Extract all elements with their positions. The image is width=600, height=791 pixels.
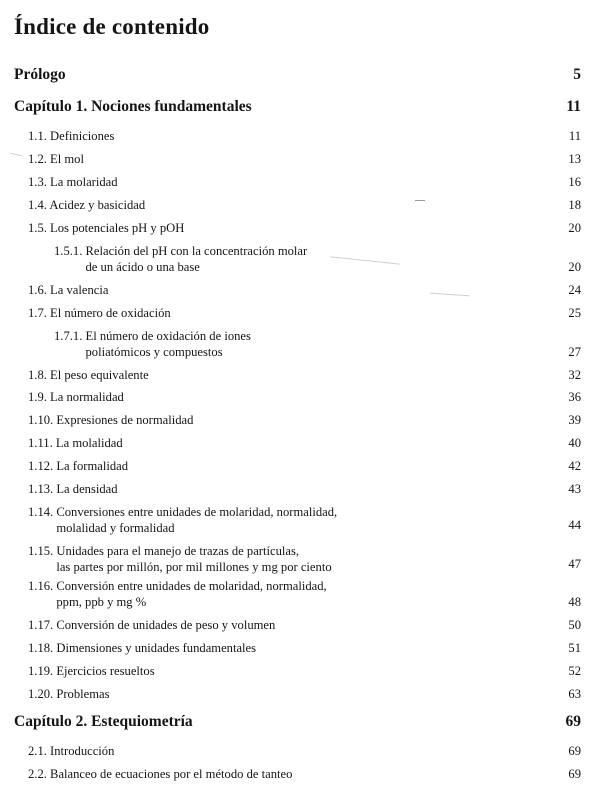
entry-page: 40 bbox=[568, 436, 581, 450]
entry-page: 51 bbox=[568, 641, 581, 655]
entry-label bbox=[28, 481, 118, 497]
entry-text-line: molalidad y formalidad bbox=[56, 521, 175, 535]
entry-label bbox=[28, 458, 128, 474]
chapter-page: 11 bbox=[566, 98, 581, 115]
entry-number: 1.2. bbox=[28, 152, 47, 166]
entry-number: 1.17. bbox=[28, 618, 54, 632]
entry-text-line: El número de oxidación de iones bbox=[85, 329, 251, 343]
entry-label bbox=[54, 328, 251, 360]
entry-number: 2.2. bbox=[28, 767, 47, 781]
entry-number: 1.16. bbox=[28, 579, 54, 593]
entry-label bbox=[28, 766, 292, 782]
entry-page: 18 bbox=[568, 198, 581, 212]
entry-text-line: Relación del pH con la concentración molar bbox=[85, 244, 308, 258]
entry-text: Ejercicios resueltos bbox=[56, 664, 155, 678]
entry-text: La valencia bbox=[50, 283, 109, 297]
entry-label bbox=[28, 640, 256, 656]
entry-label bbox=[28, 578, 327, 610]
entry-number: 1.13. bbox=[28, 482, 54, 496]
chapter-label: Prólogo bbox=[14, 66, 66, 83]
entry-label bbox=[28, 617, 275, 633]
entry-page: 69 bbox=[568, 767, 581, 781]
entry-text: El número de oxidación bbox=[50, 306, 171, 320]
entry-page: 43 bbox=[568, 482, 581, 496]
chapter-label: Capítulo 1. Nociones fundamentales bbox=[14, 98, 252, 115]
entry-number: 1.8. bbox=[28, 368, 47, 382]
entry-text-line: Conversiones entre unidades de molaridad, normalidad, bbox=[56, 505, 338, 519]
entry-text: Dimensiones y unidades fundamentales bbox=[56, 641, 257, 655]
entry-number: 1.20. bbox=[28, 687, 54, 701]
entry-label bbox=[28, 220, 184, 236]
entry-label bbox=[28, 504, 337, 536]
entry-number: 1.1. bbox=[28, 129, 47, 143]
entry-page: 63 bbox=[568, 687, 581, 701]
entry-text-line: de un ácido o una base bbox=[85, 260, 200, 274]
entry-label bbox=[28, 435, 123, 451]
entry-text: Definiciones bbox=[50, 129, 115, 143]
entry-text: Conversión de unidades de peso y volumen bbox=[56, 618, 276, 632]
entry-page: 44 bbox=[568, 518, 581, 532]
entry-page: 69 bbox=[568, 744, 581, 758]
scan-artifact bbox=[10, 153, 22, 156]
entry-page: 20 bbox=[568, 221, 581, 235]
entry-page: 25 bbox=[568, 306, 581, 320]
page-title: Índice de contenido bbox=[14, 14, 210, 39]
entry-text: Los potenciales pH y pOH bbox=[50, 221, 185, 235]
entry-text: La normalidad bbox=[50, 390, 124, 404]
entry-page: 16 bbox=[568, 175, 581, 189]
entry-label bbox=[28, 367, 149, 383]
entry-page: 27 bbox=[568, 345, 581, 359]
entry-number: 1.9. bbox=[28, 390, 47, 404]
scan-artifact bbox=[415, 200, 425, 201]
entry-label bbox=[54, 243, 307, 275]
entry-number: 1.6. bbox=[28, 283, 47, 297]
chapter-page: 5 bbox=[573, 66, 581, 83]
entry-page: 36 bbox=[568, 390, 581, 404]
entry-text: Problemas bbox=[56, 687, 110, 701]
scan-artifact bbox=[330, 256, 400, 264]
entry-text: La formalidad bbox=[56, 459, 129, 473]
entry-label bbox=[28, 128, 114, 144]
entry-label bbox=[28, 543, 332, 575]
entry-text: La molaridad bbox=[50, 175, 118, 189]
entry-number: 1.15. bbox=[28, 544, 54, 558]
entry-page: 42 bbox=[568, 459, 581, 473]
entry-text: Acidez y basicidad bbox=[49, 198, 146, 212]
entry-page: 48 bbox=[568, 595, 581, 609]
scan-artifact bbox=[430, 293, 470, 297]
entry-label bbox=[28, 743, 114, 759]
entry-label bbox=[28, 389, 124, 405]
entry-text-line: Conversión entre unidades de molaridad, normalidad, bbox=[56, 579, 327, 593]
entry-page: 20 bbox=[568, 260, 581, 274]
entry-number: 2.1. bbox=[28, 744, 47, 758]
entry-page: 50 bbox=[568, 618, 581, 632]
entry-number: 1.5. bbox=[28, 221, 47, 235]
entry-label bbox=[28, 197, 145, 213]
entry-text: La densidad bbox=[56, 482, 118, 496]
entry-text-line: poliatómicos y compuestos bbox=[85, 345, 223, 359]
entry-label bbox=[28, 174, 118, 190]
entry-text-line: las partes por millón, por mil millones y mg por ciento bbox=[56, 560, 332, 574]
entry-text: El mol bbox=[50, 152, 84, 166]
entry-number: 1.19. bbox=[28, 664, 54, 678]
chapter-label: Capítulo 2. Estequiometría bbox=[14, 713, 193, 730]
entry-label bbox=[28, 412, 193, 428]
entry-number: 1.3. bbox=[28, 175, 47, 189]
entry-text: El peso equivalente bbox=[50, 368, 149, 382]
entry-number: 1.4. bbox=[28, 198, 47, 212]
entry-text: Introducción bbox=[50, 744, 115, 758]
entry-page: 47 bbox=[568, 557, 581, 571]
entry-text-line: ppm, ppb y mg % bbox=[56, 595, 147, 609]
entry-page: 39 bbox=[568, 413, 581, 427]
entry-text: La molalidad bbox=[55, 436, 123, 450]
entry-label bbox=[28, 686, 110, 702]
entry-number: 1.5.1. bbox=[54, 244, 83, 258]
entry-page: 11 bbox=[568, 129, 581, 143]
entry-label bbox=[28, 151, 84, 167]
entry-number: 1.7. bbox=[28, 306, 47, 320]
entry-number: 1.14. bbox=[28, 505, 54, 519]
entry-number: 1.18. bbox=[28, 641, 54, 655]
entry-label bbox=[28, 305, 171, 321]
entry-page: 52 bbox=[568, 664, 581, 678]
entry-label bbox=[28, 663, 155, 679]
chapter-page: 69 bbox=[565, 713, 581, 730]
entry-text-line: Unidades para el manejo de trazas de partículas, bbox=[56, 544, 300, 558]
entry-number: 1.10. bbox=[28, 413, 54, 427]
entry-label bbox=[28, 282, 108, 298]
entry-number: 1.11. bbox=[28, 436, 53, 450]
entry-text: Expresiones de normalidad bbox=[56, 413, 194, 427]
entry-number: 1.12. bbox=[28, 459, 54, 473]
entry-page: 24 bbox=[568, 283, 581, 297]
entry-text: Balanceo de ecuaciones por el método de tanteo bbox=[50, 767, 293, 781]
entry-number: 1.7.1. bbox=[54, 329, 83, 343]
entry-page: 13 bbox=[568, 152, 581, 166]
entry-page: 32 bbox=[568, 368, 581, 382]
